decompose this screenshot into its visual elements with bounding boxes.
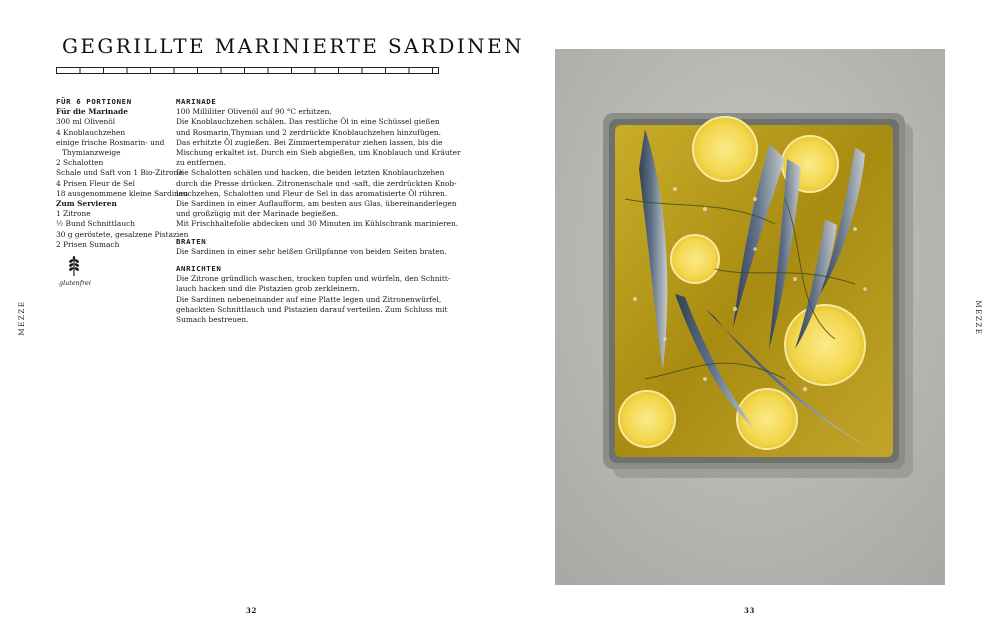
method-line: Die Schalotten schälen und hacken, die beiden letzten Knoblauchzehen [176, 168, 445, 178]
method-line: 100 Milliliter Olivenöl auf 90 °C erhitzen. [176, 107, 332, 117]
method-line: Mischung erkaltet ist. Durch ein Sieb abgießen, um Knoblauch und Kräuter [176, 148, 461, 158]
section-heading-marinade: MARINADE [176, 97, 217, 106]
method-line: zu entfernen. [176, 158, 226, 168]
page-number-left: 32 [246, 606, 257, 615]
ingredient-item: Schale und Saft von 1 Bio-Zitrone [56, 168, 183, 178]
method-line: Sumach bestreuen. [176, 315, 249, 325]
method-line: lauchzehen, Schalotten und Fleur de Sel in das aromatisierte Öl rühren. [176, 188, 448, 198]
title-ruler [56, 67, 439, 74]
method-line: Die Zitrone gründlich waschen, trocken tupfen und würfeln, den Schnitt- [176, 274, 451, 284]
method-line: Das erhitzte Öl zugießen. Bei Zimmertemperatur ziehen lassen, bis die [176, 137, 443, 147]
ingredient-item: einige frische Rosmarin- und [56, 137, 165, 147]
ingredient-item: 30 g geröstete, gesalzene Pistazien [56, 229, 189, 239]
ingredient-item: 4 Prisen Fleur de Sel [56, 178, 135, 188]
wheat-icon [66, 255, 82, 277]
ingredient-item: 2 Schalotten [56, 158, 104, 168]
chapter-label-left: MEZZE [18, 300, 26, 336]
section-heading-braten: BRATEN [176, 236, 207, 246]
ingredient-item: 2 Prisen Sumach [56, 239, 120, 249]
method-line: Die Sardinen nebeneinander auf eine Platte legen und Zitronenwürfel, [176, 294, 442, 304]
photo-illustration [555, 49, 945, 585]
ingredient-item: ½ Bund Schnittlauch [56, 219, 135, 229]
method-line: lauch hacken und die Pistazien grob zerkleinern. [176, 284, 360, 294]
serving-group-label: Zum Servieren [56, 199, 117, 209]
ingredient-item: 1 Zitrone [56, 209, 91, 219]
method-line: Die Sardinen in einer sehr heißen Grillpfanne von beiden Seiten braten. [176, 246, 447, 256]
method-line: und großzügig mit der Marinade begießen. [176, 209, 339, 219]
gluten-free-label: glutenfrei [59, 279, 91, 287]
ingredients-column [56, 97, 189, 250]
method-line: Die Sardinen in einer Auflaufform, am besten aus Glas, übereinanderlegen [176, 199, 457, 209]
method-line: und Rosmarin,Thymian und 2 zerdrückte Knoblauchzehen hinzufügen. [176, 127, 442, 137]
method-line: durch die Presse drücken. Zitronenschale und -saft, die zerdrückten Knob- [176, 178, 457, 188]
gluten-free-badge [59, 255, 89, 287]
sardine-tray-photo [555, 49, 945, 585]
right-page [500, 0, 1000, 634]
chapter-label-right: MEZZE [974, 300, 982, 336]
method-line: Die Knoblauchzehen schälen. Das restliche Öl in eine Schüssel gießen [176, 117, 440, 127]
page-number-right: 33 [744, 606, 755, 615]
method-column [176, 97, 461, 325]
method-line: Mit Frischhaltefolie abdecken und 30 Minuten im Kühlschrank marinieren. [176, 219, 459, 229]
ingredient-item: 18 ausgenommene kleine Sardinen [56, 188, 188, 198]
servings-heading: FÜR 6 PORTIONEN [56, 97, 132, 106]
marinade-group-label: Für die Marinade [56, 107, 128, 117]
recipe-title: GEGRILLTE MARINIERTE SARDINEN [62, 34, 524, 58]
ingredient-item: Thymianzweige [62, 148, 121, 158]
method-line: gehackten Schnittlauch und Pistazien darauf verteilen. Zum Schluss mit [176, 304, 448, 314]
ingredient-item: 300 ml Olivenöl [56, 117, 116, 127]
ingredient-item: 4 Knoblauchzehen [56, 127, 126, 137]
section-heading-anrichten: ANRICHTEN [176, 264, 222, 274]
